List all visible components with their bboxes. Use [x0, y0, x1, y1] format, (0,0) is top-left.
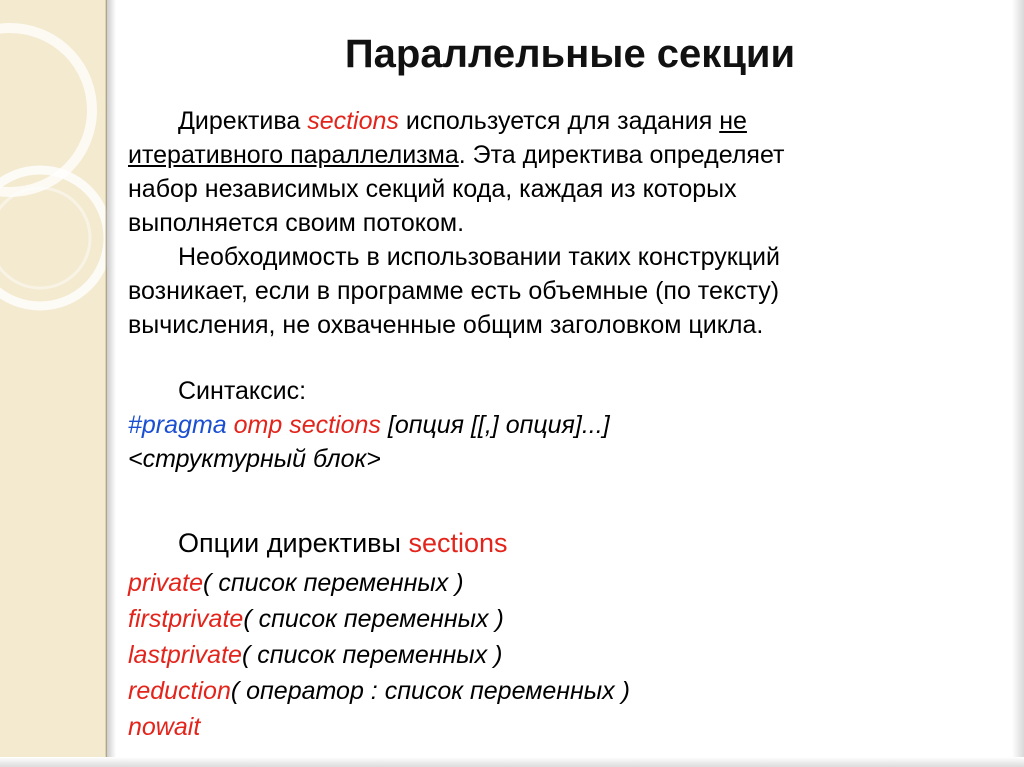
options-heading: [178, 526, 508, 560]
option-keyword: reduction: [128, 677, 231, 705]
option-keyword: firstprivate: [128, 605, 244, 633]
omp-sections-keyword: omp sections: [233, 411, 381, 439]
paragraph1-line4: выполняется своим потоком.: [128, 209, 465, 237]
option-args: ( список переменных ): [241, 641, 503, 669]
paragraph2-line2: возникает, если в программе есть объемные (по тексту): [128, 277, 780, 305]
panel-shadow: [106, 0, 116, 767]
paragraph2-line3: вычисления, не охваченные общим заголовком цикла.: [128, 311, 764, 339]
text: . Эта директива определяет: [458, 141, 785, 169]
paragraph1-line1: [178, 104, 747, 138]
text: Директива: [178, 107, 308, 135]
option-keyword: nowait: [128, 713, 201, 741]
bottom-frame-edge: [0, 757, 1024, 767]
pragma-keyword: #pragma: [128, 411, 227, 439]
decorative-side-panel: [0, 0, 107, 767]
option-item: [128, 674, 630, 708]
option-keyword: lastprivate: [128, 641, 242, 669]
option-item: [128, 710, 200, 744]
option-item: [128, 602, 504, 636]
option-args: ( список переменных ): [243, 605, 504, 633]
slide-title: Параллельные секции: [344, 32, 796, 76]
sections-keyword: sections: [307, 107, 399, 135]
right-frame-edge: [1012, 0, 1024, 767]
paragraph1-line2: [128, 138, 784, 172]
underlined-text: итеративного параллелизма: [128, 141, 459, 169]
options-syntax: [опция [[,] опция]...]: [380, 411, 610, 439]
option-args: ( оператор : список переменных ): [230, 677, 630, 705]
syntax-label: Синтаксис:: [178, 377, 307, 405]
option-keyword: private: [128, 569, 204, 597]
text: Опции директивы: [178, 528, 409, 558]
paragraph2-line1: Необходимость в использовании таких конструкций: [178, 243, 780, 271]
syntax-block-line: <структурный блок>: [128, 445, 381, 473]
sections-keyword: sections: [408, 528, 508, 558]
decorative-rings: [0, 0, 107, 767]
underlined-text: не: [719, 107, 747, 135]
option-args: ( список переменных ): [203, 569, 464, 597]
text: используется для задания: [398, 107, 720, 135]
option-item: [128, 566, 464, 600]
inner-ring: [0, 188, 90, 288]
option-item: [128, 638, 502, 672]
syntax-pragma-line: [128, 408, 610, 442]
paragraph1-line3: набор независимых секций кода, каждая из которых: [128, 175, 737, 203]
